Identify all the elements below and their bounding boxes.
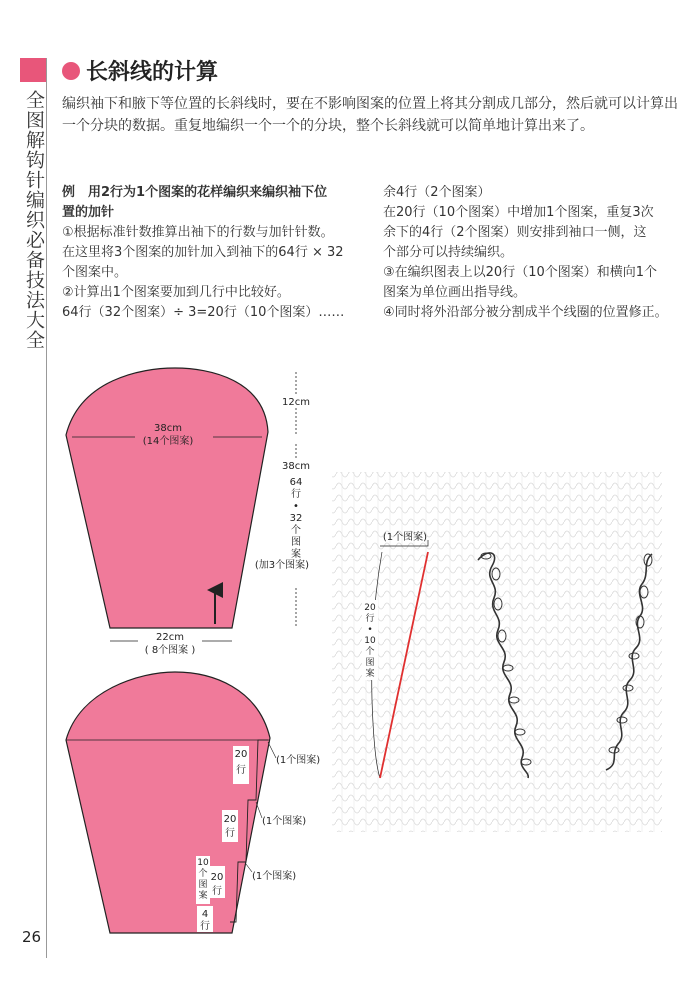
one-pattern-label: (1个图案) [276,755,321,766]
seg-rows-label: 行 [225,828,235,839]
example-line: 余4行（2个图案） [383,185,491,200]
bottom-pattern-label: ( 8个图案 ) [144,645,196,656]
seg-rows-label: 20 [210,872,224,883]
book-title: 全图解钩针编织必备技法大全 [23,90,45,350]
example-line: ②计算出1个图案要加到几行中比较好。 [62,285,290,300]
side-rows-char: 32 [289,513,303,524]
seg-rows-label: 20 [234,749,248,760]
chart-rows-char: • [367,625,373,635]
sleeve-shape [66,368,268,628]
example-line: 64行（32个图案）÷ 3=20行（10个图案）…… [62,305,345,320]
crochet-chart [332,472,662,832]
intro-paragraph: 编织袖下和腋下等位置的长斜线时，要在不影响图案的位置上将其分割成几部分，然后就可以计算出一个分块的数据。重复地编织一个一个的分块，整个长斜线就可以简单地计算出来了。 [62,96,678,134]
chart-top-label: (1个图案) [382,532,428,543]
bottom-rows-label: 4 [201,909,209,920]
example-line: ③在编织图表上以20行（10个图案）和横向1个 [383,265,658,280]
side-height-label: 38cm [282,461,310,472]
side-rows-char: 案 [291,549,301,560]
ten-pattern-char: 个 [198,869,208,879]
example-line: ④同时将外沿部分被分割成半个线圈的位置修正。 [383,305,668,320]
side-rows-char: 个 [291,525,301,536]
side-rows-char: 图 [291,537,301,548]
top-pattern-label: (14个图案) [142,436,194,447]
side-rows-char: 行 [291,489,301,500]
ten-pattern-char: 10 [197,858,209,868]
chart-rows-char: 10 [364,636,376,646]
section-title: 长斜线的计算 [86,60,219,85]
cap-height-label: 12cm [282,397,310,408]
side-rows-char: • [293,501,299,512]
example-line: 个部分可以持续编织。 [383,245,514,260]
sleeve-shape [66,672,270,933]
ten-pattern-char: 图 [198,880,208,890]
chart-rows-char: 20 [364,603,376,613]
top-width-label: 38cm [154,423,182,434]
chart-rows-char: 案 [365,669,375,679]
seg-rows-label: 20 [223,814,237,825]
example-line: ①根据标准针数推算出袖下的行数与加针针数。 [62,225,334,240]
chart-rows-char: 个 [365,647,375,657]
example-title-cont: 置的加针 [62,205,115,220]
bottom-width-label: 22cm [156,632,184,643]
chart-rows-char: 行 [365,614,375,624]
side-rows-char: 64 [289,477,303,488]
sleeve-diagram-2 [66,672,320,933]
one-pattern-label: (1个图案) [262,816,307,827]
sleeve-diagram-1 [66,368,318,658]
one-pattern-label: (1个图案) [252,871,297,882]
example-line: 余下的4行（2个图案）则安排到袖口一侧，这 [383,225,647,240]
example-title: 例 用2行为1个图案的花样编织来编织袖下位 [62,185,328,200]
bottom-rows-label: 行 [200,921,210,932]
seg-rows-label: 行 [212,886,222,897]
chart-rows-char: 图 [365,658,375,668]
example-line: 在20行（10个图案）中增加1个图案，重复3次 [383,205,654,220]
ten-pattern-char: 案 [198,891,208,901]
seg-rows-label: 行 [236,765,246,776]
example-line: 在这里将3个图案的加针加入到袖下的64行 × 32 [62,245,344,260]
increase-label: (加3个图案) [254,560,310,571]
example-line: 个图案中。 [62,265,128,280]
page-number: 26 [22,928,42,946]
example-line: 图案为单位画出指导线。 [383,285,527,300]
